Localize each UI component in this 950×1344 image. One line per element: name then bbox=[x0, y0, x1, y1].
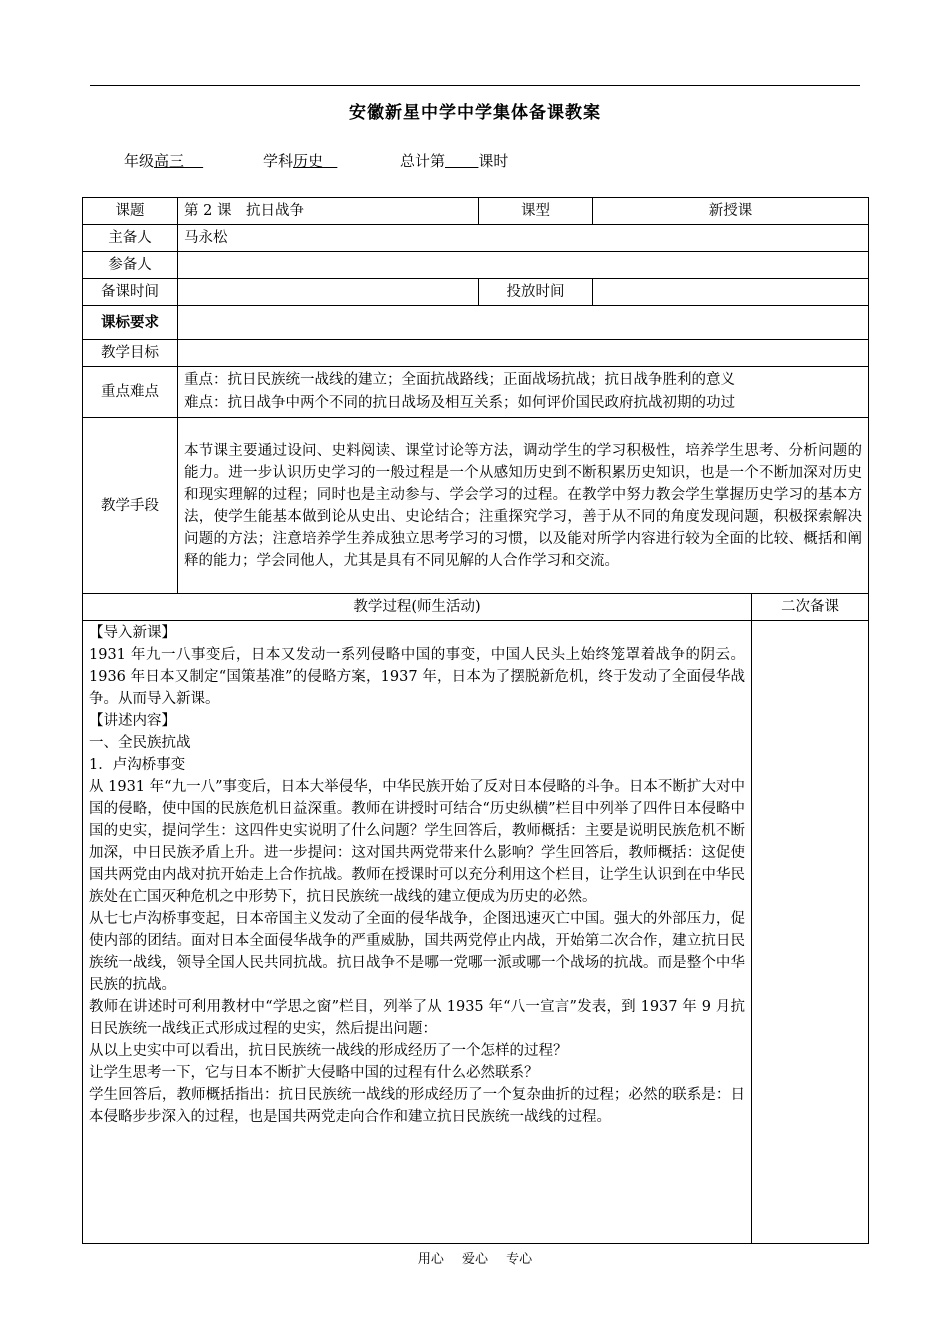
row-topic bbox=[83, 198, 869, 225]
process-section-heading: 一、全民族抗战 bbox=[89, 735, 191, 751]
co-label: 参备人 bbox=[83, 252, 178, 279]
key-label: 重点难点 bbox=[83, 367, 178, 418]
process-paragraph: 从 1931 年“九一八”事变后，日本大举侵华，中华民族开始了反对日本侵略的斗争。日本不断扩大对中国的侵略，使中国的民族危机日益深重。教师在讲授时可结合“历史纵横”栏目中列举了四件日本侵略中国的史实，提问学生：这四件史实说明了什么问题？学生回答后，教师概括：主要是说明民族危机不断加深，中日民族矛盾上升。进一步提问：这对国共两党带来什么影响？学生回答后，教师概括：这促使国共两党由内战对抗开始走上合作抗战。教师在授课时可以充分利用这个栏目，让学生认识到在中华民族处在亡国灭种危机之中形势下，抗日民族统一战线的建立便成为历史的必然。 bbox=[89, 779, 745, 905]
standard-label: 课标要求 bbox=[83, 306, 178, 340]
total-suffix: 课时 bbox=[478, 152, 509, 170]
total-label: 总计第 bbox=[400, 152, 446, 170]
process-content-heading: 【讲述内容】 bbox=[89, 713, 176, 729]
process-paragraph: 学生回答后，教师概括指出：抗日民族统一战线的形成经历了一个复杂曲折的过程；必然的联系是：日本侵略步步深入的过程，也是国共两党走向合作和建立抗日民族统一战线的过程。 bbox=[89, 1087, 745, 1125]
prep-time-label: 备课时间 bbox=[83, 279, 178, 306]
method-label: 教学手段 bbox=[83, 418, 178, 594]
subject-field bbox=[263, 150, 337, 171]
prep-time-value bbox=[178, 279, 479, 306]
process-intro-heading: 【导入新课】 bbox=[89, 625, 176, 641]
lesson-plan-table bbox=[82, 197, 869, 1244]
process-subsection-heading: 1．卢沟桥事变 bbox=[89, 757, 186, 773]
difficult-point: 难点：抗日战争中两个不同的抗日战场及相互关系；如何评价国民政府抗战初期的功过 bbox=[184, 395, 735, 411]
row-standard bbox=[83, 306, 869, 340]
type-value: 新授课 bbox=[593, 198, 869, 225]
total-field bbox=[400, 150, 508, 171]
process-question: 从以上史实中可以看出，抗日民族统一战线的形成经历了一个怎样的过程？ bbox=[89, 1043, 568, 1059]
row-goal bbox=[83, 340, 869, 367]
row-co bbox=[83, 252, 869, 279]
goal-label: 教学目标 bbox=[83, 340, 178, 367]
row-method bbox=[83, 418, 869, 594]
grade-field bbox=[124, 150, 203, 171]
subject-label: 学科 bbox=[263, 152, 294, 170]
standard-value bbox=[178, 306, 869, 340]
process-paragraph: 教师在讲述时可利用教材中“学思之窗”栏目，列举了从 1935 年“八一宣言”发表，到 1937 年 9 月抗日民族统一战线正式形成过程的史实，然后提出问题： bbox=[89, 999, 745, 1037]
document-title: 安徽新星中学中学集体备课教案 bbox=[349, 103, 601, 123]
subject-value: 历史 bbox=[293, 152, 324, 170]
method-text: 本节课主要通过设问、史料阅读、课堂讨论等方法，调动学生的学习积极性，培养学生思考、分析问题的能力。进一步认识历史学习的一般过程是一个从感知历史到不断积累历史知识，也是一个不断加深对历史和现实理解的过程；同时也是主动参与、学会学习的过程。在教学中努力教会学生掌握历史学习的基本方法，使学生能基本做到论从史出、史论结合；注重探究学习，善于从不同的角度发现问题，积极探索解决问题的方法；注意培养学生养成独立思考学习的习惯，以及能对所学内容进行较为全面的比较、概括和阐释的能力；学会同他人，尤其是具有不同见解的人合作学习和交流。 bbox=[178, 418, 869, 594]
grade-label: 年级 bbox=[124, 152, 155, 170]
deliver-time-value bbox=[593, 279, 869, 306]
second-prep-label: 二次备课 bbox=[752, 594, 869, 621]
second-prep-cell bbox=[752, 621, 869, 1244]
process-label: 教学过程(师生活动) bbox=[83, 594, 752, 621]
lead-label: 主备人 bbox=[83, 225, 178, 252]
process-paragraph: 从七七卢沟桥事变起，日本帝国主义发动了全面的侵华战争，企图迅速灭亡中国。强大的外部压力，促使内部的团结。面对日本全面侵华战争的严重威胁，国共两党停止内战，开始第二次合作，建立抗日民族统一战线，领导全国人民共同抗战。抗日战争不是哪一党哪一派或哪一个战场的抗战。而是整个中华民族的抗战。 bbox=[89, 911, 745, 993]
row-lead bbox=[83, 225, 869, 252]
page-footer: 用心 爱心 专心 bbox=[417, 1252, 533, 1267]
row-time bbox=[83, 279, 869, 306]
process-intro-text: 1931 年九一八事变后，日本又发动一系列侵略中国的事变，中国人民头上始终笼罩着战争的阴云。1936 年日本又制定“国策基准”的侵略方案，1937 年，日本为了摆脱新危机，终于发动了全面侵华战争。从而导入新课。 bbox=[89, 647, 745, 707]
goal-value bbox=[178, 340, 869, 367]
topic-value: 第 2 课 抗日战争 bbox=[178, 198, 479, 225]
row-key bbox=[83, 367, 869, 418]
row-process-header bbox=[83, 594, 869, 621]
total-value bbox=[445, 152, 478, 170]
lead-value: 马永松 bbox=[178, 225, 869, 252]
process-question: 让学生思考一下，它与日本不断扩大侵略中国的过程有什么必然联系？ bbox=[89, 1065, 539, 1081]
header-rule bbox=[90, 85, 860, 86]
type-label: 课型 bbox=[479, 198, 593, 225]
key-cell bbox=[178, 367, 869, 418]
deliver-time-label: 投放时间 bbox=[479, 279, 593, 306]
row-process-body bbox=[83, 621, 869, 1244]
topic-label: 课题 bbox=[83, 198, 178, 225]
key-point: 重点：抗日民族统一战线的建立；全面抗战路线；正面战场抗战；抗日战争胜利的意义 bbox=[184, 372, 735, 388]
co-value bbox=[178, 252, 869, 279]
grade-value: 高三 bbox=[154, 152, 185, 170]
process-content bbox=[83, 621, 752, 1244]
